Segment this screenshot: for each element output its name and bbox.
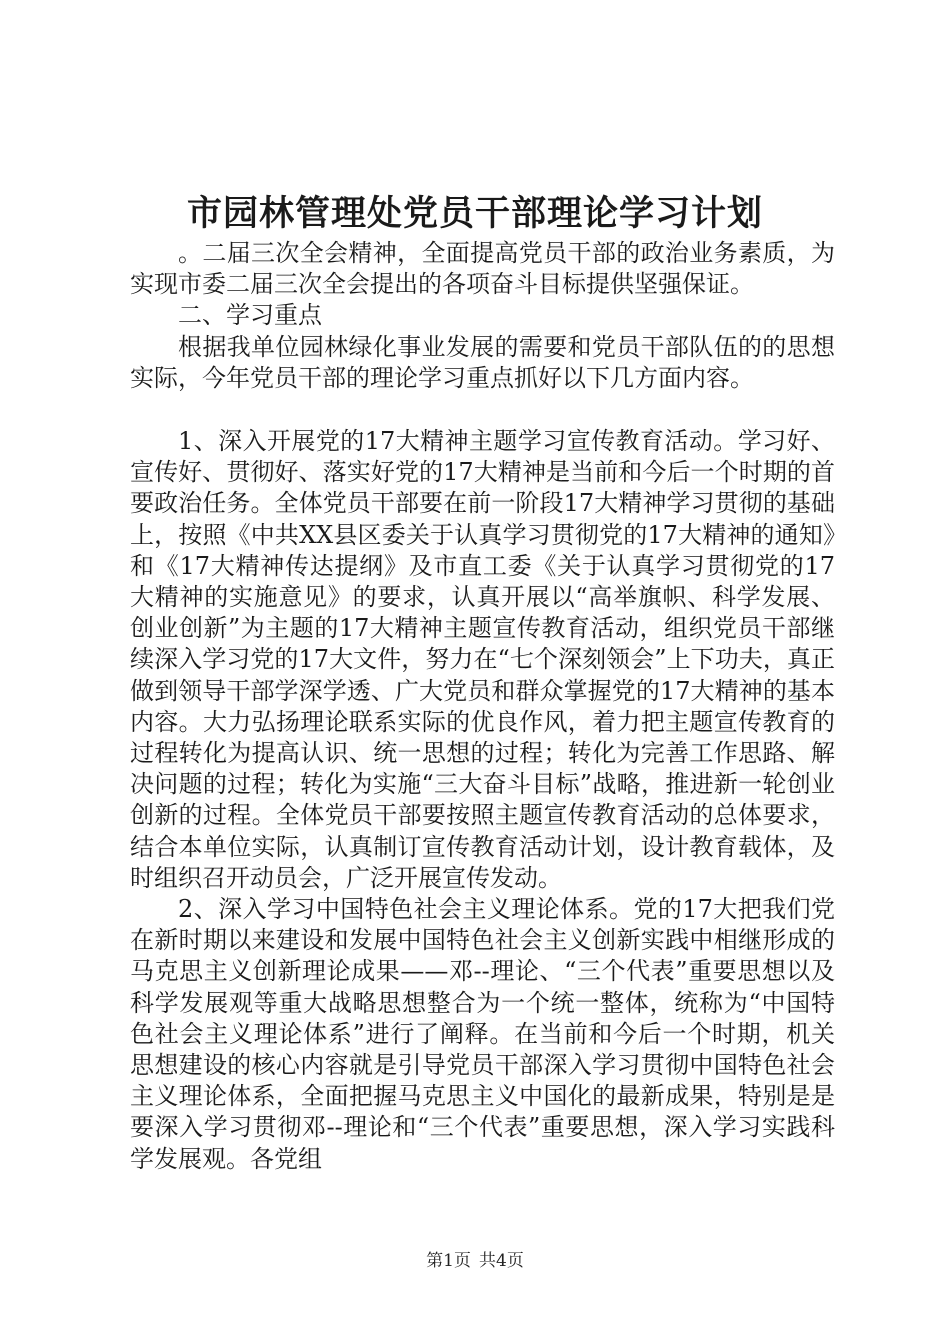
document-body xyxy=(130,238,835,1175)
page-total: 共4页 xyxy=(479,1251,524,1271)
document-title: 市园林管理处党员干部理论学习计划 xyxy=(186,193,763,234)
page-number: 第1页 xyxy=(426,1251,471,1271)
paragraph-focus: 根据我单位园林绿化事业发展的需要和党员干部队伍的的思想实际，今年党员干部的理论学习重点抓好以下几方面内容。 xyxy=(130,332,835,392)
paragraph-item-1: 1、深入开展党的17大精神主题学习宣传教育活动。学习好、宣传好、贯彻好、落实好党的17大精神是当前和今后一个时期的首要政治任务。全体党员干部要在前一阶段17大精神学习贯彻的基础上，按照《中共XX县区委关于认真学习贯彻党的17大精神的通知》和《17大精神传达提纲》及市直工委《关于认真学习贯彻党的17大精神的实施意见》的要求，认真开展以“高举旗帜、科学发展、创业创新”为主题的17大精神主题宣传教育活动，组织党员干部继续深入学习党的17大文件，努力在“七个深刻领会”上下功夫，真正做到领导干部学深学透、广大党员和群众掌握党的17大精神的基本内容。大力弘扬理论联系实际的优良作风，着力把主题宣传教育的过程转化为提高认识、统一思想的过程；转化为完善工作思路、解决问题的过程；转化为实施“三大奋斗目标”战略，推进新一轮创业创新的过程。全体党员干部要按照主题宣传教育活动的总体要求，结合本单位实际，认真制订宣传教育活动计划，设计教育载体，及时组织召开动员会，广泛开展宣传发动。 xyxy=(130,427,835,892)
paragraph-intro: 。二届三次全会精神，全面提高党员干部的政治业务素质，为实现市委二届三次全会提出的各项奋斗目标提供坚强保证。 xyxy=(130,239,835,299)
section-heading: 二、学习重点 xyxy=(178,301,322,330)
page-footer xyxy=(0,1246,950,1271)
paragraph-item-2: 2、深入学习中国特色社会主义理论体系。党的17大把我们党在新时期以来建设和发展中国特色社会主义创新实践中相继形成的马克思主义创新理论成果——邓--理论、“三个代表”重要思想以及科学发展观等重大战略思想整合为一个统一整体，统称为“中国特色社会主义理论体系”进行了阐释。在当前和今后一个时期，机关思想建设的核心内容就是引导党员干部深入学习贯彻中国特色社会主义理论体系，全面把握马克思主义中国化的最新成果，特别是是要深入学习贯彻邓--理论和“三个代表”重要思想，深入学习实践科学发展观。各党组 xyxy=(130,895,835,1173)
